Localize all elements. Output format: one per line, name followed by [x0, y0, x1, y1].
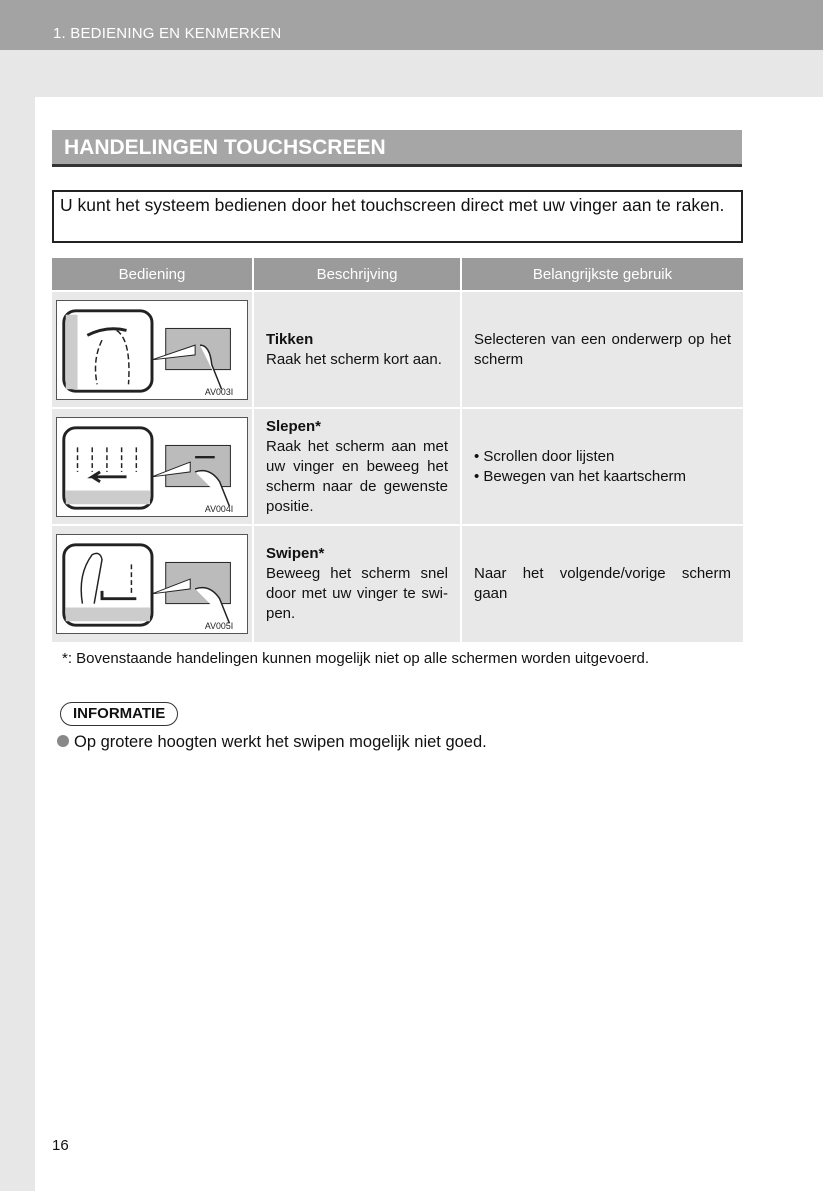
main-use: Naar het volgende/vorige scherm gaan [461, 525, 743, 642]
table-row [52, 291, 743, 408]
column-header: Beschrijving [253, 258, 461, 291]
table-header [52, 258, 743, 291]
info-item [57, 733, 487, 752]
operations-table [52, 258, 743, 642]
intro-text: U kunt het systeem bedienen door het touchscreen direct met uw vinger aan te raken. [52, 190, 743, 243]
use-item: • Bewegen van het kaartscherm [474, 467, 687, 485]
operation-description: Raak het scherm aan met uw vinger en beweeg het scherm naar de gewenste positie. [266, 437, 448, 515]
svg-text:AV004I: AV004I [204, 503, 234, 514]
footnote: *: Bovenstaande handelingen kunnen mogelijk niet op alle schermen worden uitgevoerd. [62, 650, 650, 667]
page-title: HANDELINGEN TOUCHSCREEN [64, 136, 386, 159]
main-use [461, 408, 743, 525]
main-use: Selecteren van een onderwerp op het scherm [461, 291, 743, 408]
column-header: Belangrijkste gebruik [461, 258, 743, 291]
column-header: Bediening [52, 258, 253, 291]
swipe-illustration [56, 534, 248, 634]
page-number: 16 [52, 1137, 69, 1154]
illustration-cell [52, 525, 253, 642]
table-row [52, 525, 743, 642]
bullet-icon [57, 735, 69, 747]
tap-illustration [56, 300, 248, 400]
svg-text:AV003I: AV003I [204, 386, 234, 397]
page-title-bar [52, 130, 742, 167]
section-title: 1. BEDIENING EN KENMERKEN [53, 25, 282, 42]
description-cell [253, 408, 461, 525]
illustration-cell [52, 291, 253, 408]
use-item: • Scrollen door lijsten [474, 447, 615, 465]
info-text: Op grotere hoogten werkt het swipen mogelijk niet goed. [74, 733, 487, 751]
operation-name: Tikken [266, 330, 314, 348]
illustration-cell [52, 408, 253, 525]
information-label: INFORMATIE [60, 702, 178, 726]
section-header [0, 0, 823, 50]
description-cell [253, 525, 461, 642]
operation-description: Raak het scherm kort aan. [266, 350, 442, 368]
table-row [52, 408, 743, 525]
description-cell [253, 291, 461, 408]
drag-illustration [56, 417, 248, 517]
svg-text:AV005I: AV005I [204, 621, 234, 632]
operation-description: Beweeg het scherm snel door met uw vinger te swi-pen. [266, 565, 448, 622]
operation-name: Swipen* [266, 545, 325, 562]
operation-name: Slepen* [266, 417, 322, 435]
